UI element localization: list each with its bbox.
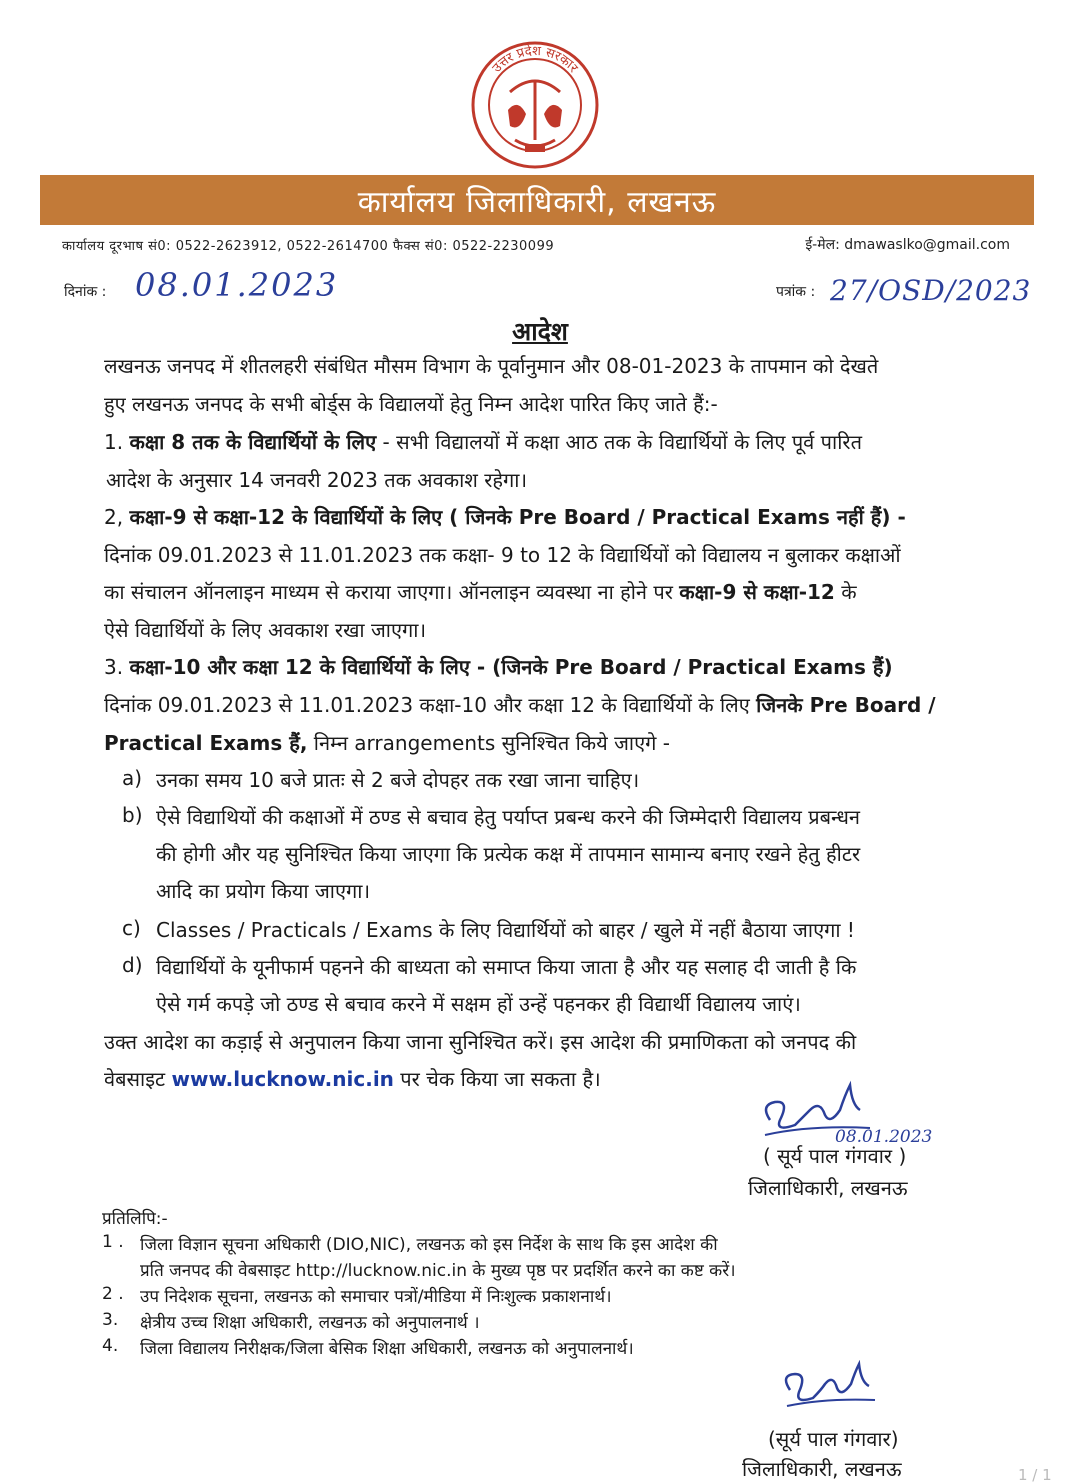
- sub-point-d-number: d): [122, 953, 143, 977]
- intro-line-2: हुए लखनऊ जनपद के सभी बोर्ड्स के विद्यालयों हेतु निम्न आदेश पारित किए जाते हैं:-: [104, 392, 718, 416]
- point-2-line-2: दिनांक 09.01.2023 से 11.01.2023 तक कक्षा- 9 to 12 के विद्यार्थियों को विद्यालय न बुलाकर कक्षाओं: [104, 543, 901, 567]
- page-number: 1 / 1: [1018, 1466, 1052, 1484]
- copy-4-number: 4.: [102, 1336, 119, 1356]
- point-2-line-3: [104, 578, 857, 605]
- point-3-heading: कक्षा-10 और कक्षा 12 के विद्यार्थियों के लिए - (जिनके Pre Board / Practical Exams हैं): [129, 655, 893, 679]
- point-2-heading: कक्षा-9 से कक्षा-12 के विद्यार्थियों के लिए ( जिनके Pre Board / Practical Exams नहीं हैं) -: [129, 505, 906, 529]
- copies-heading: प्रतिलिपि:-: [102, 1209, 168, 1229]
- sub-point-d-line-1: विद्यार्थियों के यूनीफार्म पहनने की बाध्यता को समाप्त किया जाता है और यह सलाह दी जाती है कि: [156, 955, 857, 979]
- date-label: दिनांक :: [64, 284, 107, 300]
- signatory-2-designation: जिलाधिकारी, लखनऊ: [742, 1457, 902, 1481]
- point-3-text-b: निम्न arrangements सुनिश्चित किये जाएगे -: [307, 731, 671, 755]
- sub-point-b-number: b): [122, 803, 143, 827]
- copy-1-line-1: जिला विज्ञान सूचना अधिकारी (DIO,NIC), लखनऊ को इस निर्देश के साथ कि इस आदेश की: [140, 1235, 718, 1255]
- sub-point-b-line-1: ऐसे विद्याथियों की कक्षाओं में ठण्ड से बचाव हेतु पर्याप्त प्रबन्ध करने की जिम्मेदारी विद्यालय प्रबन्धन: [156, 805, 860, 829]
- sub-point-c-number: c): [122, 916, 141, 940]
- point-2-text-bold: कक्षा-9 से कक्षा-12: [679, 580, 835, 604]
- sub-point-d-line-2: ऐसे गर्म कपड़े जो ठण्ड से बचाव करने में सक्षम हों उन्हें पहनकर ही विद्यार्थी विद्यालय जाएं।: [156, 992, 801, 1016]
- sub-point-c-text: Classes / Practicals / Exams के लिए विद्यार्थियों को बाहर / खुले में नहीं बैठाया जाएगा !: [156, 918, 855, 942]
- handwritten-signature-1: [750, 1080, 980, 1150]
- closing-line-2: [104, 1065, 601, 1092]
- copy-3-text: क्षेत्रीय उच्च शिक्षा अधिकारी, लखनऊ को अनुपालनार्थ ।: [140, 1313, 480, 1333]
- point-2-number: 2,: [104, 505, 124, 529]
- point-1-heading: कक्षा 8 तक के विद्यार्थियों के लिए: [129, 430, 377, 454]
- point-1-line-1: [104, 428, 862, 455]
- signatory-2-name: (सूर्य पाल गंगवार): [768, 1427, 899, 1451]
- point-2-line-4: ऐसे विद्यार्थियों के लिए अवकाश रखा जाएगा।: [104, 618, 427, 642]
- copy-1-number: 1 .: [102, 1232, 124, 1252]
- point-1-text: - सभी विद्यालयों में कक्षा आठ तक के विद्यार्थियों के लिए पूर्व पारित: [376, 430, 862, 454]
- sub-point-a-text: उनका समय 10 बजे प्रातः से 2 बजे दोपहर तक रखा जाना चाहिए।: [156, 768, 640, 792]
- signatory-1-name: ( सूर्य पाल गंगवार ): [763, 1144, 907, 1168]
- website-link[interactable]: www.lucknow.nic.in: [171, 1067, 394, 1091]
- sub-point-b-line-3: आदि का प्रयोग किया जाएगा।: [156, 879, 371, 903]
- intro-line-1: लखनऊ जनपद में शीतलहरी संबंधित मौसम विभाग के पूर्वानुमान और 08-01-2023 के तापमान को देखते: [104, 354, 879, 378]
- point-1-number: 1.: [104, 430, 124, 454]
- point-2-line-1: [104, 503, 906, 530]
- copy-1-line-2: प्रति जनपद की वेबसाइट http://lucknow.nic.in के मुख्य पृष्ठ पर प्रदर्शित करने का कष्ट करें।: [140, 1261, 736, 1281]
- reference-label: पत्रांक :: [776, 284, 816, 300]
- handwritten-reference-number: 27/OSD/2023: [830, 274, 1032, 307]
- office-email: ई-मेल: dmawaslko@gmail.com: [805, 237, 1010, 253]
- copy-3-number: 3.: [102, 1310, 119, 1330]
- emblem-text: उत्तर प्रदेश सरकार: [489, 43, 581, 76]
- point-2-text-c: के: [834, 580, 857, 604]
- signature-1-date: 08.01.2023: [835, 1127, 933, 1147]
- point-3-line-2: [104, 691, 936, 718]
- point-3-text-a: दिनांक 09.01.2023 से 11.01.2023 कक्षा-10 और कक्षा 12 के विद्यार्थियों के लिए: [104, 693, 757, 717]
- closing-text-a: वेबसाइट: [104, 1067, 172, 1091]
- point-1-line-2: आदेश के अनुसार 14 जनवरी 2023 तक अवकाश रहेगा।: [106, 468, 528, 492]
- copy-2-text: उप निदेशक सूचना, लखनऊ को समाचार पत्रों/मीडिया में निःशुल्क प्रकाशनार्थ।: [140, 1287, 612, 1307]
- point-3-line-1: [104, 653, 893, 680]
- handwritten-date: 08.01.2023: [135, 266, 339, 304]
- handwritten-signature-2: [775, 1360, 895, 1420]
- sub-point-b-line-2: की होगी और यह सुनिश्चित किया जाएगा कि प्रत्येक कक्ष में तापमान सामान्य बनाए रखने हेतु हीटर: [156, 842, 861, 866]
- office-contact-numbers: कार्यालय दूरभाष सं0: 0522-2623912, 0522-2614700 फैक्स सं0: 0522-2230099: [62, 239, 555, 254]
- point-2-text-a: का संचालन ऑनलाइन माध्यम से कराया जाएगा। ऑनलाइन व्यवस्था ना होने पर: [104, 580, 680, 604]
- copy-2-number: 2 .: [102, 1284, 124, 1304]
- signatory-1-designation: जिलाधिकारी, लखनऊ: [748, 1176, 908, 1200]
- up-government-emblem: [470, 40, 600, 170]
- point-3-text-bold-2: Practical Exams हैं,: [104, 731, 308, 755]
- office-title-banner: [40, 175, 1034, 225]
- closing-line-1: उक्त आदेश का कड़ाई से अनुपालन किया जाना सुनिश्चित करें। इस आदेश की प्रमाणिकता को जनपद की: [104, 1030, 857, 1054]
- point-3-line-3: [104, 729, 670, 756]
- point-3-number: 3.: [104, 655, 124, 679]
- copy-4-text: जिला विद्यालय निरीक्षक/जिला बेसिक शिक्षा अधिकारी, लखनऊ को अनुपालनार्थ।: [140, 1339, 634, 1359]
- point-3-text-bold: जिनके Pre Board /: [756, 693, 936, 717]
- sub-point-a-number: a): [122, 766, 143, 790]
- order-title: आदेश: [512, 317, 568, 346]
- closing-text-b: पर चेक किया जा सकता है।: [393, 1067, 601, 1091]
- office-title: कार्यालय जिलाधिकारी, लखनऊ: [357, 184, 717, 220]
